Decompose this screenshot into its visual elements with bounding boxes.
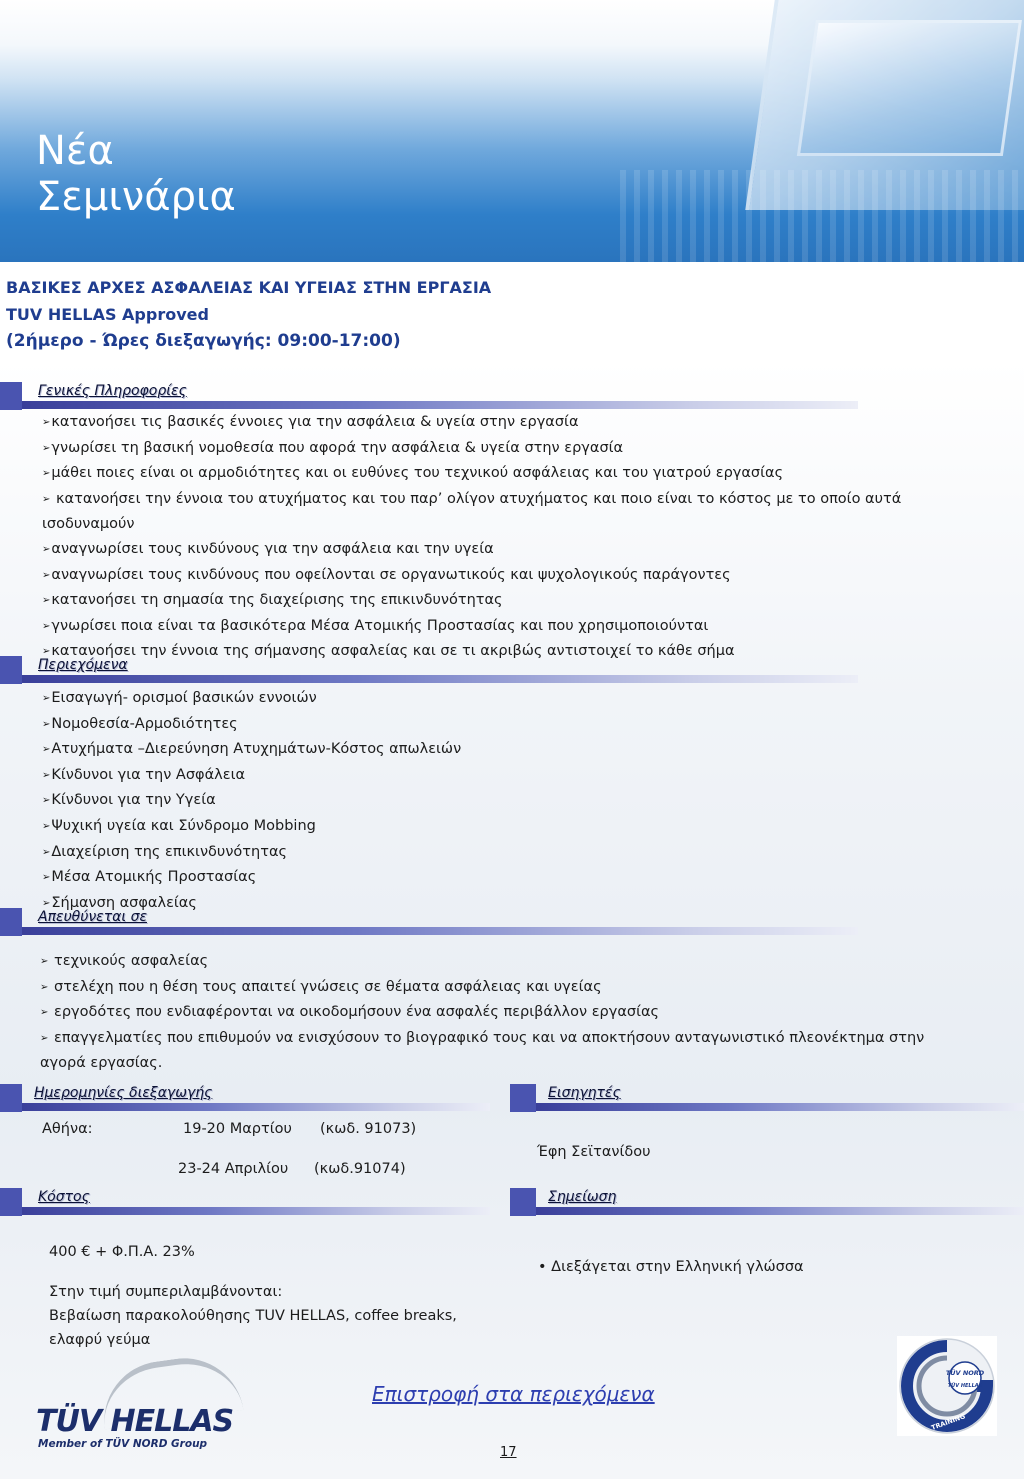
section-divider bbox=[22, 1103, 490, 1111]
list-item: ➢Διαχείριση της επικινδυνότητας bbox=[42, 843, 288, 860]
banner-title-line2: Σεμινάρια bbox=[36, 174, 236, 220]
back-to-contents-link[interactable]: Επιστροφή στα περιεχόμενα bbox=[372, 1382, 655, 1406]
section-instructors bbox=[510, 1084, 1024, 1114]
dates-second: 23-24 Απριλίου bbox=[178, 1161, 289, 1177]
badge-top-text: TÜV NORD bbox=[945, 1369, 985, 1377]
page-number: 17 bbox=[500, 1445, 517, 1460]
logo-brand: TÜV HELLAS bbox=[36, 1404, 234, 1439]
section-dates bbox=[0, 1084, 490, 1114]
list-item: ➢Ατυχήματα –Διερεύνηση Ατυχημάτων-Κόστος απωλειών bbox=[42, 741, 462, 758]
cost-includes-title: Στην τιμή συμπεριλαμβάνονται: bbox=[49, 1284, 283, 1300]
list-item: ➢Εισαγωγή- ορισμοί βασικών εννοιών bbox=[42, 690, 317, 706]
section-divider bbox=[536, 1207, 1024, 1215]
general-info-list bbox=[42, 410, 942, 665]
section-divider bbox=[536, 1103, 1024, 1111]
logo-subtitle: Member of TÜV NORD Group bbox=[38, 1438, 208, 1450]
list-item: ➢ επαγγελματίες που επιθυμούν να ενισχύσουν το βιογραφικό τους και να αποκτήσουν ανταγωνιστικό πλεονέκτημα στην αγορά εργασίας. bbox=[40, 1029, 925, 1072]
list-item: ➢γνωρίσει ποια είναι τα βασικότερα Μέσα Ατομικής Προστασίας και που χρησιμοποιούνται bbox=[42, 617, 709, 634]
section-general-info-label: Γενικές Πληροφορίες bbox=[38, 383, 187, 399]
banner-title-line1: Νέα bbox=[36, 128, 114, 174]
list-item: ➢ τεχνικούς ασφαλείας bbox=[40, 953, 209, 969]
section-cost-label: Κόστος bbox=[38, 1189, 90, 1205]
course-approval: TUV HELLAS Approved bbox=[6, 305, 209, 324]
banner-title bbox=[36, 128, 236, 220]
list-item: ➢ εργοδότες που ενδιαφέρονται να οικοδομήσουν ένα ασφαλές περιβάλλον εργασίας bbox=[40, 1004, 660, 1021]
list-item: ➢ στελέχη που η θέση τους απαιτεί γνώσεις σε θέματα ασφάλειας και υγείας bbox=[40, 978, 602, 995]
section-note-label: Σημείωση bbox=[548, 1189, 617, 1205]
list-item: ➢αναγνωρίσει τους κινδύνους που οφείλονται σε οργανωτικούς και ψυχολογικούς παράγοντες bbox=[42, 566, 731, 583]
instructor-name: Έφη Σεϊτανίδου bbox=[537, 1144, 651, 1160]
tuv-nord-training-badge bbox=[897, 1336, 997, 1436]
list-item: ➢Κίνδυνοι για την Υγεία bbox=[42, 792, 216, 809]
list-item: ➢γνωρίσει τη βασική νομοθεσία που αφορά την ασφάλεια & υγεία στην εργασία bbox=[42, 439, 624, 456]
section-divider bbox=[22, 1207, 490, 1215]
section-divider bbox=[22, 401, 858, 409]
list-item: ➢ κατανοήσει την έννοια του ατυχήματος και του παρ’ ολίγον ατυχήματος και ποιο είναι το κόστος με το οποίο αυτά ισοδυναμούν bbox=[42, 490, 902, 533]
cost-includes-line2: ελαφρύ γεύμα bbox=[49, 1332, 151, 1348]
section-contents bbox=[0, 656, 858, 686]
section-marker bbox=[0, 382, 22, 410]
list-item: ➢μάθει ποιες είναι οι αρμοδιότητες και οι ευθύνες του τεχνικού ασφάλειας και του γιατρού εργασίας bbox=[42, 465, 784, 482]
contents-list bbox=[42, 686, 842, 916]
section-marker bbox=[0, 1188, 22, 1216]
cost-includes-line1: Βεβαίωση παρακολούθησης TUV HELLAS, coffee breaks, bbox=[49, 1308, 457, 1324]
dates-city: Αθήνα: bbox=[42, 1121, 93, 1137]
note-text: • Διεξάγεται στην Ελληνική γλώσσα bbox=[538, 1259, 804, 1275]
cost-price: 400 € + Φ.Π.Α. 23% bbox=[49, 1244, 195, 1260]
course-schedule: (2ήμερο - Ώρες διεξαγωγής: 09:00-17:00) bbox=[6, 331, 401, 351]
dates-first: 19-20 Μαρτίου bbox=[183, 1121, 292, 1137]
course-heading bbox=[6, 274, 491, 355]
list-item: ➢κατανοήσει τη σημασία της διαχείρισης της επικινδυνότητας bbox=[42, 592, 503, 609]
list-item: ➢Σήμανση ασφαλείας bbox=[42, 894, 197, 911]
list-item: ➢Νομοθεσία-Αρμοδιότητες bbox=[42, 715, 238, 732]
list-item: ➢Ψυχική υγεία και Σύνδρομο Mobbing bbox=[42, 817, 316, 834]
header-banner bbox=[0, 0, 1024, 262]
audience-list bbox=[40, 949, 970, 1076]
section-general-info bbox=[0, 382, 858, 412]
list-item: ➢κατανοήσει τις βασικές έννοιες για την ασφάλεια & υγεία στην εργασία bbox=[42, 414, 579, 430]
tuv-hellas-logo bbox=[20, 1360, 240, 1460]
badge-mid-text: TÜV HELLAS bbox=[947, 1383, 983, 1389]
section-marker bbox=[0, 1084, 22, 1112]
banner-decoration bbox=[620, 170, 1024, 262]
section-marker bbox=[0, 908, 22, 936]
section-audience bbox=[0, 908, 858, 938]
list-item: ➢αναγνωρίσει τους κινδύνους για την ασφάλεια και την υγεία bbox=[42, 540, 494, 557]
list-item: ➢Κίνδυνοι για την Ασφάλεια bbox=[42, 766, 246, 783]
section-audience-label: Απευθύνεται σε bbox=[38, 909, 148, 925]
section-marker bbox=[510, 1188, 536, 1216]
section-cost bbox=[0, 1188, 490, 1218]
list-item: ➢κατανοήσει την έννοια της σήμανσης ασφαλείας και σε τι ακριβώς αντιστοιχεί το κάθε σήμα bbox=[42, 643, 735, 660]
section-divider bbox=[22, 675, 858, 683]
course-title: ΒΑΣΙΚΕΣ ΑΡΧΕΣ ΑΣΦΑΛΕΙΑΣ ΚΑΙ ΥΓΕΙΑΣ ΣΤΗΝ ΕΡΓΑΣΙΑ bbox=[6, 278, 492, 297]
badge-bottom-text: TRAINING bbox=[930, 1412, 967, 1432]
dates-first-code: (κωδ. 91073) bbox=[320, 1121, 417, 1137]
section-note bbox=[510, 1188, 1024, 1218]
list-item: ➢Μέσα Ατομικής Προστασίας bbox=[42, 869, 257, 886]
section-dates-label: Ημερομηνίες διεξαγωγής bbox=[34, 1085, 213, 1101]
section-divider bbox=[22, 927, 858, 935]
section-marker bbox=[510, 1084, 536, 1112]
dates-second-code: (κωδ.91074) bbox=[314, 1161, 406, 1177]
badge-icon bbox=[897, 1336, 997, 1436]
section-contents-label: Περιεχόμενα bbox=[38, 657, 128, 673]
section-marker bbox=[0, 656, 22, 684]
section-instructors-label: Εισηγητές bbox=[548, 1085, 621, 1101]
